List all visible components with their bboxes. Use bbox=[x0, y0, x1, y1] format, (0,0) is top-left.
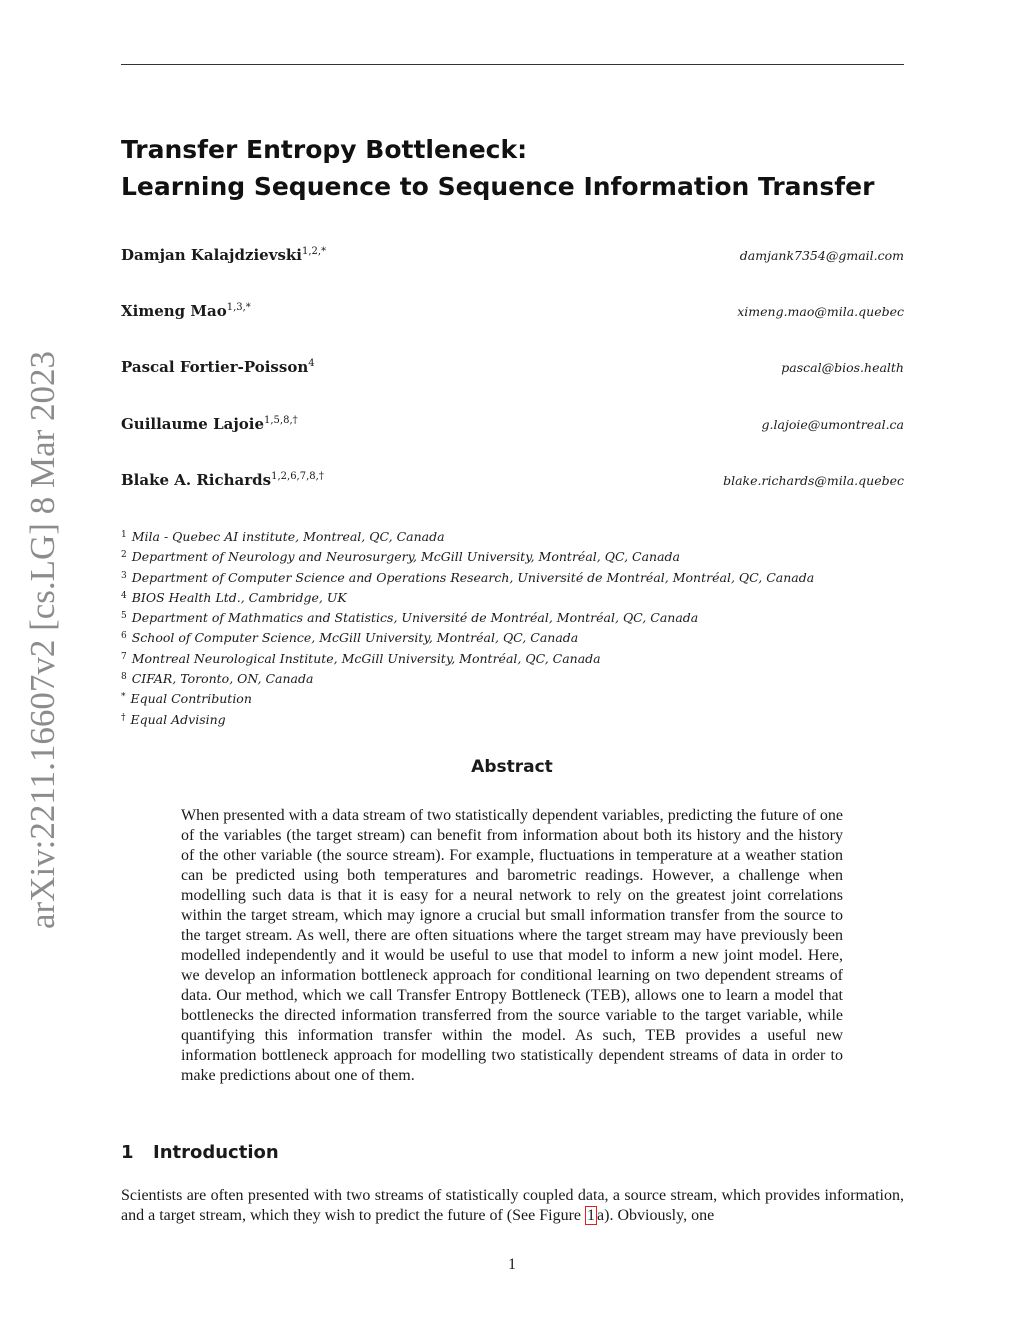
author-name: Damjan Kalajdzievski$^{1,2,*}$ bbox=[121, 246, 327, 264]
author-marks: 1,2,* bbox=[301, 246, 327, 257]
author-name: Pascal Fortier-Poisson$^4$ bbox=[121, 358, 315, 376]
author-email[interactable]: ximeng.mao@mila.quebec bbox=[737, 304, 904, 319]
author-row bbox=[121, 471, 904, 493]
author-row bbox=[121, 358, 904, 380]
affiliation-item: $^5$ Department of Mathmatics and Statistics, Université de Montréal, Montréal, QC, Canada bbox=[121, 610, 699, 626]
author-email[interactable]: damjank7354@gmail.com bbox=[739, 248, 904, 263]
abstract-text: When presented with a data stream of two statistically dependent variables, predicting the future of one of the variables (the target stream) can benefit from information about both its history and the history of the other variable (the source stream). For example, fluctuations in temperature at a weather station can be predicted using both temperatures and barometric readings. However, a challenge when modelling such data is that it is easy for a neural network to rely on the greatest joint correlations within the target stream, which may ignore a crucial but small information transfer from the source to the target stream. As well, there are often situations where the target stream may have previously been modelled independently and it would be useful to use that model to inform a new joint model. Here, we develop an information bottleneck approach for conditional learning on two dependent streams of data. Our method, which we call Transfer Entropy Bottleneck (TEB), allows one to learn a model that bottlenecks the directed information transferred from the source variable to the target variable, while quantifying this information transfer within the model. As such, TEB provides a useful new information bottleneck approach for modelling two statistically dependent streams of data in order to make predictions about one of them. bbox=[181, 807, 843, 1084]
affiliation-item: $^6$ School of Computer Science, McGill University, Montréal, QC, Canada bbox=[121, 630, 579, 646]
author-email[interactable]: pascal@bios.health bbox=[781, 360, 904, 375]
author-marks: 4 bbox=[308, 358, 315, 369]
title-line-2: Learning Sequence to Sequence Information Transfer bbox=[121, 172, 875, 201]
author-name: Guillaume Lajoie$^{1,5,8,\dagger}$ bbox=[121, 415, 298, 433]
author-marks: 1,5,8,† bbox=[264, 415, 298, 426]
section-number: 1 bbox=[121, 1142, 134, 1163]
affiliation-item: $^8$ CIFAR, Toronto, ON, Canada bbox=[121, 671, 314, 687]
author-name: Blake A. Richards$^{1,2,6,7,8,\dagger}$ bbox=[121, 471, 324, 489]
affiliation-item: * Equal Contribution bbox=[121, 691, 252, 707]
author-row bbox=[121, 246, 904, 268]
page-number: 1 bbox=[508, 1256, 516, 1273]
affiliation-item: † Equal Advising bbox=[121, 711, 226, 727]
figure-reference-link[interactable]: 1 bbox=[587, 1207, 596, 1224]
section-heading bbox=[121, 1142, 279, 1163]
header-rule bbox=[121, 64, 904, 65]
author-email[interactable]: g.lajoie@umontreal.ca bbox=[761, 417, 904, 432]
paper-title bbox=[121, 131, 904, 205]
author-email[interactable]: blake.richards@mila.quebec bbox=[723, 473, 904, 488]
author-marks: 1,3,* bbox=[226, 302, 251, 313]
affiliation-item: $^1$ Mila - Quebec AI institute, Montreal, QC, Canada bbox=[121, 529, 445, 544]
arxiv-stamp-text: arXiv:2211.16607v2 [cs.LG] 8 Mar 2023 bbox=[23, 350, 62, 930]
abstract-heading: Abstract bbox=[471, 757, 553, 777]
affiliation-item: $^3$ Department of Computer Science and Operations Research, Université de Montréal, Montréal, QC, Canada bbox=[121, 569, 815, 585]
title-line-1: Transfer Entropy Bottleneck: bbox=[121, 135, 528, 164]
affiliation-item: $^7$ Montreal Neurological Institute, McGill University, Montréal, QC, Canada bbox=[121, 650, 601, 666]
affiliations-list bbox=[121, 526, 904, 729]
affiliation-item: $^2$ Department of Neurology and Neurosurgery, McGill University, Montréal, QC, Canada bbox=[121, 549, 681, 565]
author-marks: 1,2,6,7,8,† bbox=[271, 471, 324, 482]
author-row bbox=[121, 302, 904, 324]
affiliation-item: $^4$ BIOS Health Ltd., Cambridge, UK bbox=[121, 589, 347, 605]
intro-paragraph: Scientists are often presented with two streams of statistically coupled data, a source stream, which provides information, and a target stream, which they wish to predict the future of (See Figure 1 a). Obviously, one bbox=[121, 1187, 904, 1224]
section-title: Introduction bbox=[153, 1142, 279, 1163]
author-row bbox=[121, 415, 904, 437]
author-name: Ximeng Mao$^{1,3,*}$ bbox=[121, 302, 251, 320]
